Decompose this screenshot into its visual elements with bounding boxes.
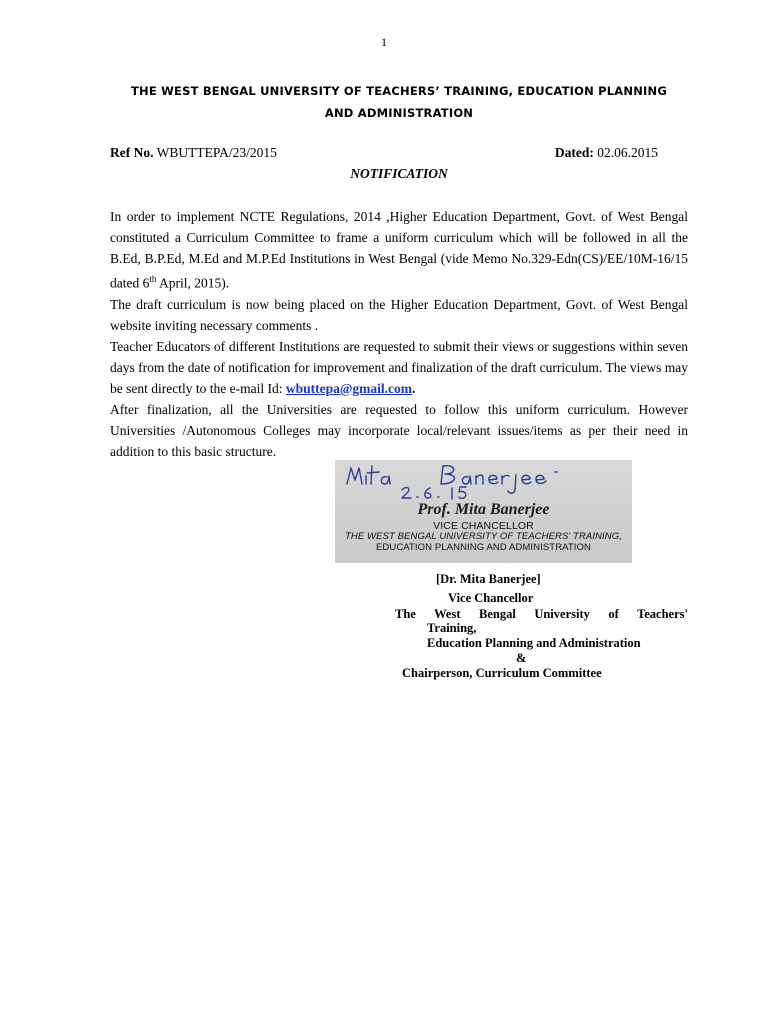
date-value: 02.06.2015 [597,145,658,160]
document-title [110,80,688,124]
notification-heading: NOTIFICATION [350,166,448,181]
paragraph-4: After finalization, all the Universities are requested to follow this uniform curriculum. However Universities /Autonomous Colleges may incorporate local/relevant issues/items as per their need in addition to this basic structure. [110,401,688,459]
paragraph-1-end: April, 2015). [156,275,230,291]
reference-label: Ref No. [110,145,154,160]
reference-value: WBUTTEPA/23/2015 [156,145,277,160]
stamp-name: Prof. Mita Banerjee [417,501,550,518]
paragraph-3-text: Teacher Educators of different Institutions are requested to submit their views or suggestions within seven days from the date of notification for improvement and finalization of the draft curriculum. The views may be sent directly to the e-mail Id: [110,338,688,396]
signatory-title: Vice Chancellor [448,591,534,605]
signatory-affiliation-cont: Training, [427,621,477,635]
title-line-1: THE WEST BENGAL UNIVERSITY OF TEACHERS’ TRAINING, EDUCATION PLANNING [131,84,667,98]
title-line-2: AND ADMINISTRATION [324,106,474,120]
stamp-university-cont: EDUCATION PLANNING AND ADMINISTRATION [375,542,591,553]
email-link[interactable]: wbuttepa@gmail.com [285,380,413,396]
stamp-designation: VICE CHANCELLOR [433,520,534,532]
signatory-affiliation: The West Bengal University of Teachers' [395,607,688,621]
chairperson-line: Chairperson, Curriculum Committee [402,666,602,680]
date [555,145,658,161]
notification-body [110,206,688,462]
signatory-name: [Dr. Mita Banerjee] [436,572,541,586]
paragraph-1 [110,206,688,294]
paragraph-2: The draft curriculum is now being placed on the Higher Education Department, Govt. of West Bengal website inviting necessary comments . [110,296,688,333]
date-label: Dated: [554,145,594,160]
stamp-university: THE WEST BENGAL UNIVERSITY OF TEACHERS' TRAINING, [345,531,622,542]
handwritten-signature [335,460,632,505]
paragraph-3-end: . [412,380,416,396]
paragraph-1-text: In order to implement NCTE Regulations, 2014 ,Higher Education Department, Govt. of West Bengal constituted a Curriculum Committee to frame a uniform curriculum which will be followed in all the B.Ed, B.P.Ed, M.Ed and M.P.Ed Institutions in West Bengal (vide Memo No.329-Edn(CS)/EE/10M-16/15 dated 6 [110,209,688,291]
ampersand: & [516,651,527,665]
signatory-affiliation-cont-2: Education Planning and Administration [427,636,641,650]
paragraph-3 [110,336,688,399]
superscript: th [149,274,157,284]
reference-number [110,145,277,161]
signature-stamp [335,460,632,563]
page-number: 1 [381,35,387,49]
